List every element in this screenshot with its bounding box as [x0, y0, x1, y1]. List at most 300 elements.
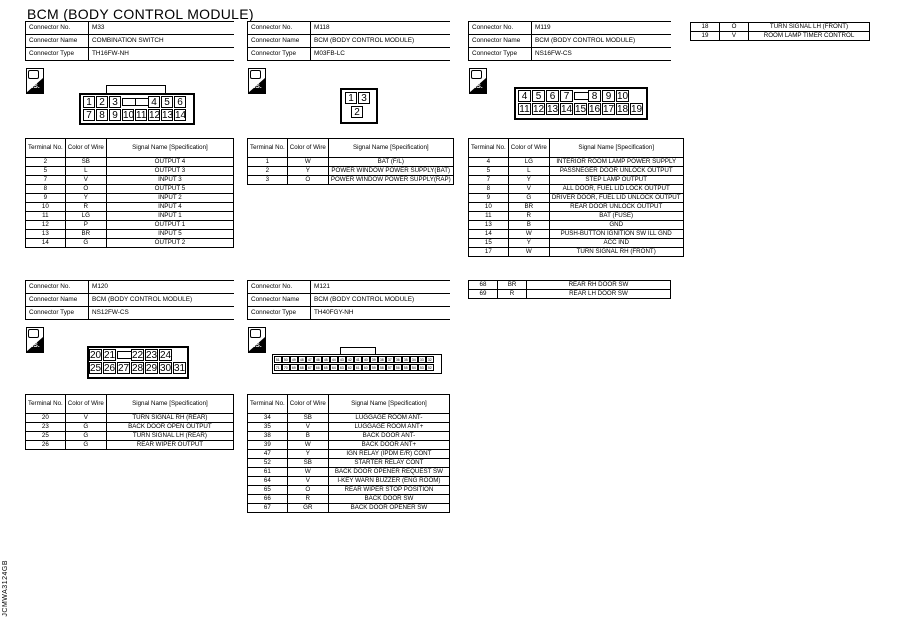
terminal-no: 8	[26, 185, 66, 194]
table-row	[469, 176, 684, 185]
signal-name: LUGGAGE ROOM ANT+	[328, 423, 449, 432]
label: Connector Type	[469, 48, 532, 61]
connector-pin: 71	[275, 366, 280, 370]
table-row	[26, 239, 234, 248]
signal-name: BAT (FUSE)	[549, 212, 683, 221]
table-row	[469, 167, 684, 176]
connector-pin: 52	[427, 366, 432, 370]
wire-color: B	[287, 432, 328, 441]
wire-color: G	[65, 423, 106, 432]
signal-name: OUTPUT 1	[106, 221, 233, 230]
table-row	[469, 158, 684, 167]
wire-color: V	[287, 477, 328, 486]
harness-side-icon	[248, 68, 265, 93]
connector-pin: 5	[161, 96, 173, 108]
connector-face-m119	[514, 87, 648, 120]
connector-pin: 12	[149, 110, 161, 121]
wire-color: O	[287, 176, 328, 185]
terminal-no: 34	[248, 414, 288, 423]
wire-color: V	[508, 185, 549, 194]
table-row	[26, 221, 234, 230]
connector-pin: 32	[427, 358, 432, 362]
col-signal: Signal Name [Specification]	[106, 395, 233, 414]
table-row	[248, 486, 450, 495]
signal-name: ALL DOOR, FUEL LID LOCK OUTPUT	[549, 185, 683, 194]
connector-pin: 6	[174, 96, 186, 108]
table-row	[26, 158, 234, 167]
terminal-no: 61	[248, 468, 288, 477]
col-terminal: Terminal No.	[26, 395, 66, 414]
connector-pin: 68	[299, 366, 304, 370]
table-row	[26, 167, 234, 176]
signal-table-m121	[247, 394, 450, 513]
label: Connector No.	[469, 22, 532, 35]
connector-pin: 67	[307, 366, 312, 370]
hs-label: H.S.	[249, 83, 262, 90]
connector-pin: 31	[174, 363, 186, 374]
terminal-no: 17	[469, 248, 509, 257]
connector-pin: 48	[299, 358, 304, 362]
terminal-no: 69	[469, 290, 498, 299]
wire-color: SB	[65, 158, 106, 167]
connector-pin: 56	[395, 366, 400, 370]
table-row	[248, 176, 454, 185]
table-row	[248, 414, 450, 423]
connector-type-value: NS12FW-CS	[89, 307, 235, 320]
table-row	[248, 504, 450, 513]
connector-no-value: M121	[311, 281, 451, 294]
wire-color: BR	[508, 203, 549, 212]
signal-name: TURN SIGNAL LH (REAR)	[106, 432, 233, 441]
connector-pin: 21	[104, 350, 116, 361]
hs-label: H.S.	[249, 342, 262, 349]
connector-pin: 46	[315, 358, 320, 362]
connector-face-m118	[340, 88, 378, 124]
col-terminal: Terminal No.	[469, 139, 509, 158]
terminal-no: 1	[248, 158, 288, 167]
col-terminal: Terminal No.	[26, 139, 66, 158]
connector-pin: 38	[379, 358, 384, 362]
table-row	[248, 477, 450, 486]
connector-no-value: M120	[89, 281, 235, 294]
wire-color: P	[65, 221, 106, 230]
table-row	[26, 176, 234, 185]
terminal-no: 52	[248, 459, 288, 468]
connector-pin: 27	[118, 363, 130, 374]
connector-pin: 45	[323, 358, 328, 362]
table-row	[248, 468, 450, 477]
harness-side-icon	[26, 68, 43, 93]
table-row	[26, 230, 234, 239]
wire-color: B	[508, 221, 549, 230]
connector-pin: 30	[160, 363, 172, 374]
signal-name: I-KEY WARN BUZZER (ENG ROOM)	[328, 477, 449, 486]
label: Connector No.	[248, 22, 311, 35]
wire-color: G	[65, 441, 106, 450]
wire-color: R	[498, 290, 527, 299]
label: Connector Type	[248, 48, 311, 61]
connector-pin: 10	[617, 91, 629, 102]
signal-name: DRIVER DOOR, FUEL LID UNLOCK OUTPUT	[549, 194, 683, 203]
connector-no-value: M33	[89, 22, 235, 35]
connector-latch	[106, 85, 166, 93]
signal-name: IGN RELAY (IPDM E/R) CONT	[328, 450, 449, 459]
signal-name: TURN SIGNAL RH (REAR)	[106, 414, 233, 423]
terminal-no: 26	[26, 441, 66, 450]
label: Connector Name	[26, 294, 89, 307]
connector-no-value: M119	[532, 22, 672, 35]
connector-pin: 24	[160, 350, 172, 361]
signal-name: REAR WIPER OUTPUT	[106, 441, 233, 450]
signal-table-m119-continued	[690, 22, 870, 41]
connector-name-value: BCM (BODY CONTROL MODULE)	[532, 35, 672, 48]
connector-pin: 26	[104, 363, 116, 374]
wire-color: O	[65, 185, 106, 194]
signal-table-m121-continued	[468, 280, 671, 299]
signal-name: BACK DOOR OPEN OUTPUT	[106, 423, 233, 432]
hs-label: H.S.	[470, 83, 483, 90]
terminal-no: 67	[248, 504, 288, 513]
table-row	[469, 281, 671, 290]
connector-pin: 15	[575, 104, 587, 115]
connector-pin: 2	[96, 96, 108, 108]
table-row	[469, 203, 684, 212]
wire-color: L	[508, 167, 549, 176]
wire-color: Y	[287, 450, 328, 459]
signal-name: INPUT 4	[106, 203, 233, 212]
connector-no-value: M118	[311, 22, 451, 35]
col-color: Color of Wire	[287, 395, 328, 414]
terminal-no: 35	[248, 423, 288, 432]
signal-name: BACK DOOR ANT+	[328, 441, 449, 450]
wire-color: SB	[287, 459, 328, 468]
terminal-no: 15	[469, 239, 509, 248]
signal-name: STARTER RELAY CONT	[328, 459, 449, 468]
connector-pin: 63	[339, 366, 344, 370]
terminal-no: 14	[469, 230, 509, 239]
connector-pin: 55	[403, 366, 408, 370]
wire-color: V	[65, 176, 106, 185]
connector-pin: 22	[132, 350, 144, 361]
signal-name: ACC IND	[549, 239, 683, 248]
terminal-no: 47	[248, 450, 288, 459]
table-row	[26, 423, 234, 432]
terminal-no: 18	[691, 23, 720, 32]
wire-color: W	[287, 441, 328, 450]
label: Connector No.	[248, 281, 311, 294]
terminal-no: 20	[26, 414, 66, 423]
table-row	[26, 185, 234, 194]
wire-color: W	[508, 248, 549, 257]
signal-name: POWER WINDOW POWER SUPPLY(BAT)	[328, 167, 453, 176]
label: Connector Name	[248, 35, 311, 48]
connector-pin: 51	[275, 358, 280, 362]
connector-face-m121	[272, 354, 442, 374]
signal-name: OUTPUT 4	[106, 158, 233, 167]
terminal-no: 10	[26, 203, 66, 212]
connector-pin: 59	[371, 366, 376, 370]
terminal-no: 66	[248, 495, 288, 504]
wire-color: W	[287, 158, 328, 167]
table-row	[26, 194, 234, 203]
table-row	[469, 221, 684, 230]
signal-name: INPUT 5	[106, 230, 233, 239]
terminal-no: 4	[469, 158, 509, 167]
col-terminal: Terminal No.	[248, 139, 288, 158]
connector-pin: 14	[175, 110, 187, 121]
connector-pin: 17	[603, 104, 615, 115]
connector-pin: 58	[379, 366, 384, 370]
wire-color: Y	[287, 167, 328, 176]
col-signal: Signal Name [Specification]	[328, 395, 449, 414]
terminal-no: 38	[248, 432, 288, 441]
table-row	[248, 423, 450, 432]
connector-pin: 49	[291, 358, 296, 362]
connector-pin: 41	[355, 358, 360, 362]
signal-name: INPUT 3	[106, 176, 233, 185]
terminal-no: 64	[248, 477, 288, 486]
wire-color: G	[65, 432, 106, 441]
signal-name: TURN SIGNAL LH (FRONT)	[749, 23, 870, 32]
terminal-no: 39	[248, 441, 288, 450]
connector-pin: 70	[283, 366, 288, 370]
connector-type-value: NS16FW-CS	[532, 48, 672, 61]
table-row	[26, 441, 234, 450]
signal-name: BACK DOOR OPENER REQUEST SW	[328, 468, 449, 477]
connector-pin: 25	[90, 363, 102, 374]
signal-name: ROOM LAMP TIMER CONTROL	[749, 32, 870, 41]
connector-pin: 16	[589, 104, 601, 115]
connector-pin: 43	[339, 358, 344, 362]
connector-pin: 19	[631, 104, 643, 115]
connector-info-m119	[468, 21, 671, 61]
signal-name: OUTPUT 2	[106, 239, 233, 248]
connector-pin: 20	[90, 350, 102, 361]
wire-color: V	[65, 414, 106, 423]
terminal-no: 19	[691, 32, 720, 41]
label: Connector Name	[248, 294, 311, 307]
connector-pin: 65	[323, 366, 328, 370]
table-row	[469, 248, 684, 257]
table-row	[248, 158, 454, 167]
terminal-no: 65	[248, 486, 288, 495]
connector-info-m118	[247, 21, 450, 61]
signal-name: INPUT 2	[106, 194, 233, 203]
wire-color: Y	[508, 239, 549, 248]
signal-name: BAT (F/L)	[328, 158, 453, 167]
wire-color: O	[287, 486, 328, 495]
harness-side-icon	[469, 68, 486, 93]
connector-pin: 47	[307, 358, 312, 362]
connector-name-value: BCM (BODY CONTROL MODULE)	[311, 35, 451, 48]
connector-pin: 37	[387, 358, 392, 362]
connector-pin: 57	[387, 366, 392, 370]
terminal-no: 5	[26, 167, 66, 176]
connector-pin: 4	[148, 96, 160, 108]
connector-pin: 66	[315, 366, 320, 370]
connector-pin: 12	[533, 104, 545, 115]
table-row	[248, 441, 450, 450]
col-color: Color of Wire	[287, 139, 328, 158]
connector-pin: 40	[363, 358, 368, 362]
wire-color: V	[287, 423, 328, 432]
connector-pin: 8	[588, 90, 601, 102]
table-row	[469, 194, 684, 203]
connector-pin: 62	[347, 366, 352, 370]
signal-table-m118	[247, 138, 454, 185]
signal-name: BACK DOOR OPENER SW	[328, 504, 449, 513]
connector-pin: 64	[331, 366, 336, 370]
table-row	[26, 414, 234, 423]
signal-name: INTERIOR ROOM LAMP POWER SUPPLY	[549, 158, 683, 167]
terminal-no: 25	[26, 432, 66, 441]
signal-name: REAR RH DOOR SW	[527, 281, 671, 290]
table-row	[26, 203, 234, 212]
signal-name: REAR WIPER STOP POSITION	[328, 486, 449, 495]
connector-pin: 35	[403, 358, 408, 362]
wire-color: R	[65, 203, 106, 212]
connector-pin: 10	[123, 110, 135, 121]
wire-color: BR	[65, 230, 106, 239]
connector-pin: 13	[547, 104, 559, 115]
connector-pin: 7	[560, 90, 573, 102]
terminal-no: 12	[26, 221, 66, 230]
signal-name: OUTPUT 5	[106, 185, 233, 194]
signal-name: STEP LAMP OUTPUT	[549, 176, 683, 185]
terminal-no: 8	[469, 185, 509, 194]
table-row	[691, 32, 870, 41]
col-color: Color of Wire	[508, 139, 549, 158]
connector-pin: 39	[371, 358, 376, 362]
wire-color: SB	[287, 414, 328, 423]
terminal-no: 23	[26, 423, 66, 432]
table-row	[248, 432, 450, 441]
signal-table-m33	[25, 138, 234, 248]
terminal-no: 9	[26, 194, 66, 203]
connector-info-m120	[25, 280, 234, 320]
terminal-no: 2	[248, 167, 288, 176]
signal-name: POWER WINDOW POWER SUPPLY(RAP)	[328, 176, 453, 185]
connector-pin: 54	[411, 366, 416, 370]
connector-pin: 69	[291, 366, 296, 370]
label: Connector Type	[248, 307, 311, 320]
connector-pin: 4	[518, 90, 531, 102]
table-row	[248, 450, 450, 459]
terminal-no: 68	[469, 281, 498, 290]
connector-info-m121	[247, 280, 450, 320]
wire-color: GR	[287, 504, 328, 513]
table-row	[26, 212, 234, 221]
terminal-no: 11	[469, 212, 509, 221]
signal-name: INPUT 1	[106, 212, 233, 221]
signal-name: OUTPUT 3	[106, 167, 233, 176]
wire-color: W	[287, 468, 328, 477]
connector-latch	[340, 347, 376, 354]
terminal-no: 3	[248, 176, 288, 185]
connector-name-value: BCM (BODY CONTROL MODULE)	[311, 294, 451, 307]
table-row	[469, 185, 684, 194]
terminal-no: 2	[26, 158, 66, 167]
col-color: Color of Wire	[65, 139, 106, 158]
connector-pin: 9	[602, 90, 615, 102]
connector-type-value: TH40FGY-NH	[311, 307, 451, 320]
connector-name-value: BCM (BODY CONTROL MODULE)	[89, 294, 235, 307]
label: Connector Name	[469, 35, 532, 48]
connector-pin: 1	[83, 96, 95, 108]
table-row	[469, 290, 671, 299]
terminal-no: 13	[469, 221, 509, 230]
label: Connector No.	[26, 281, 89, 294]
wire-color: V	[720, 32, 749, 41]
table-row	[691, 23, 870, 32]
connector-pin: 14	[561, 104, 573, 115]
connector-pin: 28	[132, 363, 144, 374]
harness-side-icon	[26, 327, 43, 352]
connector-pin: 5	[532, 90, 545, 102]
connector-pin: 3	[358, 92, 370, 104]
col-signal: Signal Name [Specification]	[549, 139, 683, 158]
signal-table-m120	[25, 394, 234, 450]
connector-pin: 3	[109, 96, 121, 108]
terminal-no: 7	[469, 176, 509, 185]
connector-pin: 6	[546, 90, 559, 102]
wire-color: R	[508, 212, 549, 221]
terminal-no: 7	[26, 176, 66, 185]
connector-pin: 44	[331, 358, 336, 362]
wire-color: L	[65, 167, 106, 176]
wire-color: G	[65, 239, 106, 248]
connector-pin: 34	[411, 358, 416, 362]
page-title: BCM (BODY CONTROL MODULE)	[27, 6, 254, 22]
wire-color: W	[508, 230, 549, 239]
wire-color: R	[287, 495, 328, 504]
signal-table-m119	[468, 138, 684, 257]
label: Connector Type	[26, 48, 89, 61]
connector-face-m33	[79, 93, 195, 125]
connector-pin: 2	[351, 106, 363, 118]
hs-label: H.S.	[27, 342, 40, 349]
wire-color: Y	[65, 194, 106, 203]
table-row	[248, 495, 450, 504]
connector-pin: 1	[345, 92, 357, 104]
table-row	[469, 212, 684, 221]
connector-pin: 50	[283, 358, 288, 362]
signal-name: GND	[549, 221, 683, 230]
table-row	[469, 239, 684, 248]
signal-name: PUSH-BUTTON IGNITION SW ILL GND	[549, 230, 683, 239]
connector-pin: 61	[355, 366, 360, 370]
connector-pin: 60	[363, 366, 368, 370]
terminal-no: 14	[26, 239, 66, 248]
connector-pin: 36	[395, 358, 400, 362]
table-row	[248, 459, 450, 468]
connector-face-m120	[87, 346, 189, 379]
connector-name-value: COMBINATION SWITCH	[89, 35, 235, 48]
wire-color: LG	[65, 212, 106, 221]
terminal-no: 11	[26, 212, 66, 221]
col-terminal: Terminal No.	[248, 395, 288, 414]
connector-pin: 42	[347, 358, 352, 362]
signal-name: BACK DOOR SW	[328, 495, 449, 504]
connector-pin: 23	[146, 350, 158, 361]
signal-name: REAR LH DOOR SW	[527, 290, 671, 299]
connector-pin: 29	[146, 363, 158, 374]
terminal-no: 13	[26, 230, 66, 239]
col-signal: Signal Name [Specification]	[106, 139, 233, 158]
col-color: Color of Wire	[65, 395, 106, 414]
connector-pin: 13	[162, 110, 174, 121]
hs-label: H.S.	[27, 83, 40, 90]
